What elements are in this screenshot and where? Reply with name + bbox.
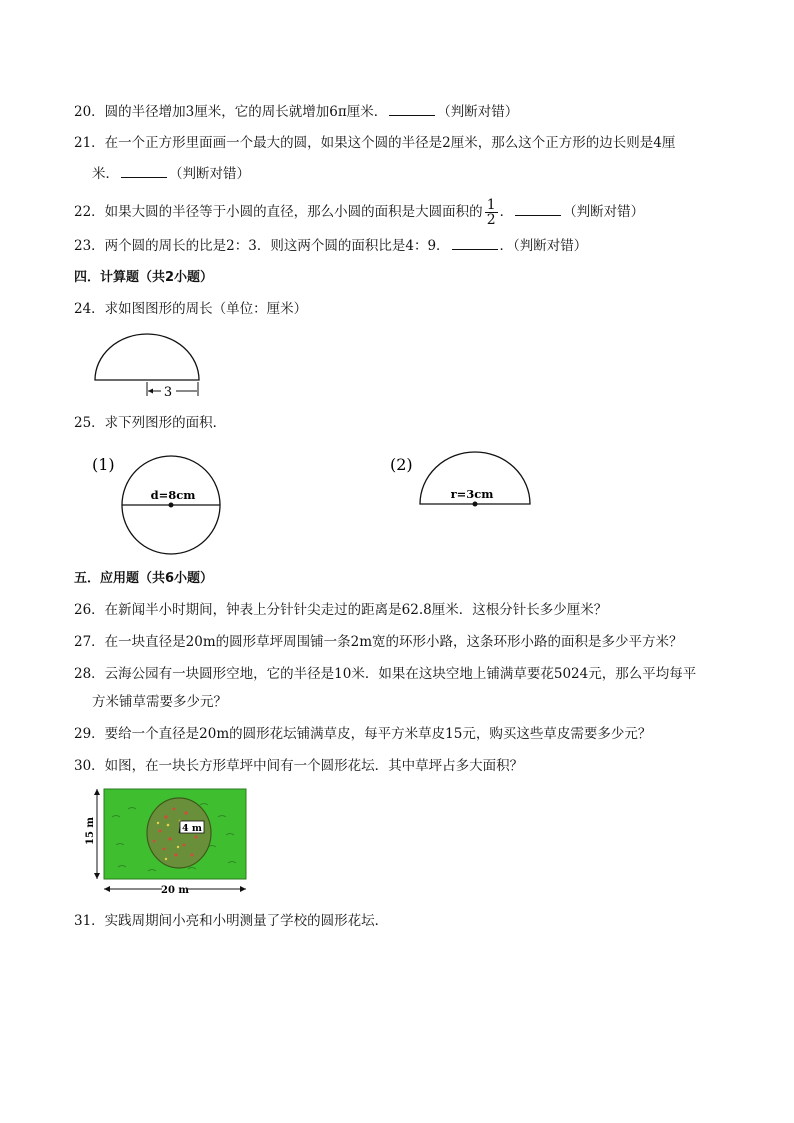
- fraction-one-half: [485, 198, 498, 227]
- question-27: 27．在一块直径是20m的圆形草坪周围铺一条2m宽的环形小路，这条环形小路的面积是多少平方米？: [74, 634, 683, 650]
- dimension-label: 3: [163, 385, 173, 400]
- answer-blank[interactable]: [389, 101, 435, 116]
- question-25: 25．求下列图形的面积．: [74, 415, 227, 431]
- question-28-line2: 方米铺草需要多少元？: [92, 694, 227, 710]
- figure-tag: (2): [390, 455, 413, 474]
- figure-30-lawn: [85, 787, 250, 897]
- question-28-line1: 28．云海公园有一块圆形空地，它的半径是10米．如果在这块空地上铺满草要花5024元，那么平均每平: [74, 666, 697, 682]
- fraction-denominator: 2: [486, 212, 496, 228]
- question-26: 26．在新闻半小时期间，钟表上分针针尖走过的距离是62.8厘米．这根分针长多少厘米？: [74, 602, 608, 618]
- question-29: 29．要给一个直径是20m的圆形花坛铺满草皮，每平方米草皮15元，购买这些草皮需要多少元？: [74, 726, 652, 742]
- arrow-down-icon: [94, 873, 100, 879]
- answer-blank[interactable]: [452, 235, 498, 250]
- arrow-right-icon: [240, 886, 246, 892]
- figure-tag: (1): [92, 455, 115, 474]
- center-dot: [169, 503, 174, 508]
- question-31: 31．实践周期间小亮和小明测量了学校的圆形花坛．: [74, 913, 389, 929]
- radius-label: r=3cm: [450, 487, 494, 501]
- question-21-line2: [92, 163, 250, 184]
- figure-25-2-semicircle: [386, 448, 536, 518]
- arrow-left-icon: [104, 886, 110, 892]
- height-label: 15 m: [85, 817, 96, 845]
- width-label: 20 m: [161, 885, 189, 896]
- question-24: 24．求如图图形的周长（单位：厘米）: [74, 301, 308, 317]
- arrow-left-icon: [148, 389, 153, 394]
- answer-blank[interactable]: [121, 163, 167, 178]
- radius-label: 4 m: [182, 823, 202, 834]
- center-dot: [473, 502, 478, 507]
- q23-text: 23．两个圆的周长的比是2：3．则这两个圆的面积比是4：9．: [74, 238, 450, 254]
- figure-24-semicircle: [88, 328, 208, 404]
- q23-tail: ．（判断对错）: [499, 238, 588, 254]
- fraction-numerator: 1: [486, 197, 496, 213]
- answer-blank[interactable]: [515, 201, 561, 216]
- q21-tail: （判断对错）: [169, 166, 250, 182]
- question-22: [74, 198, 644, 227]
- section-heading-calc: 四．计算题（共2小题）: [74, 270, 214, 285]
- section-heading-application: 五．应用题（共6小题）: [74, 571, 214, 586]
- arrow-up-icon: [94, 789, 100, 795]
- q22-text: 22．如果大圆的半径等于小圆的直径，那么小圆的面积是大圆面积的: [74, 204, 483, 220]
- figure-25-1-circle: [86, 448, 236, 560]
- q20-text: 20．圆的半径增加3厘米，它的周长就增加6π厘米．: [74, 104, 388, 120]
- q21-line2-text: 米．: [92, 166, 119, 182]
- question-20: [74, 101, 518, 122]
- question-30: 30．如图，在一块长方形草坪中间有一个圆形花坛．其中草坪占多大面积？: [74, 758, 524, 774]
- question-23: [74, 235, 587, 256]
- semicircle-shape: [95, 334, 199, 380]
- q20-tail: （判断对错）: [437, 104, 519, 120]
- q22-tail: （判断对错）: [563, 204, 645, 220]
- q22-period: ．: [499, 204, 514, 220]
- question-21-line1: 21．在一个正方形里面画一个最大的圆，如果这个圆的半径是2厘米，那么这个正方形的边长则是4厘: [74, 135, 676, 151]
- diameter-label: d=8cm: [150, 488, 196, 502]
